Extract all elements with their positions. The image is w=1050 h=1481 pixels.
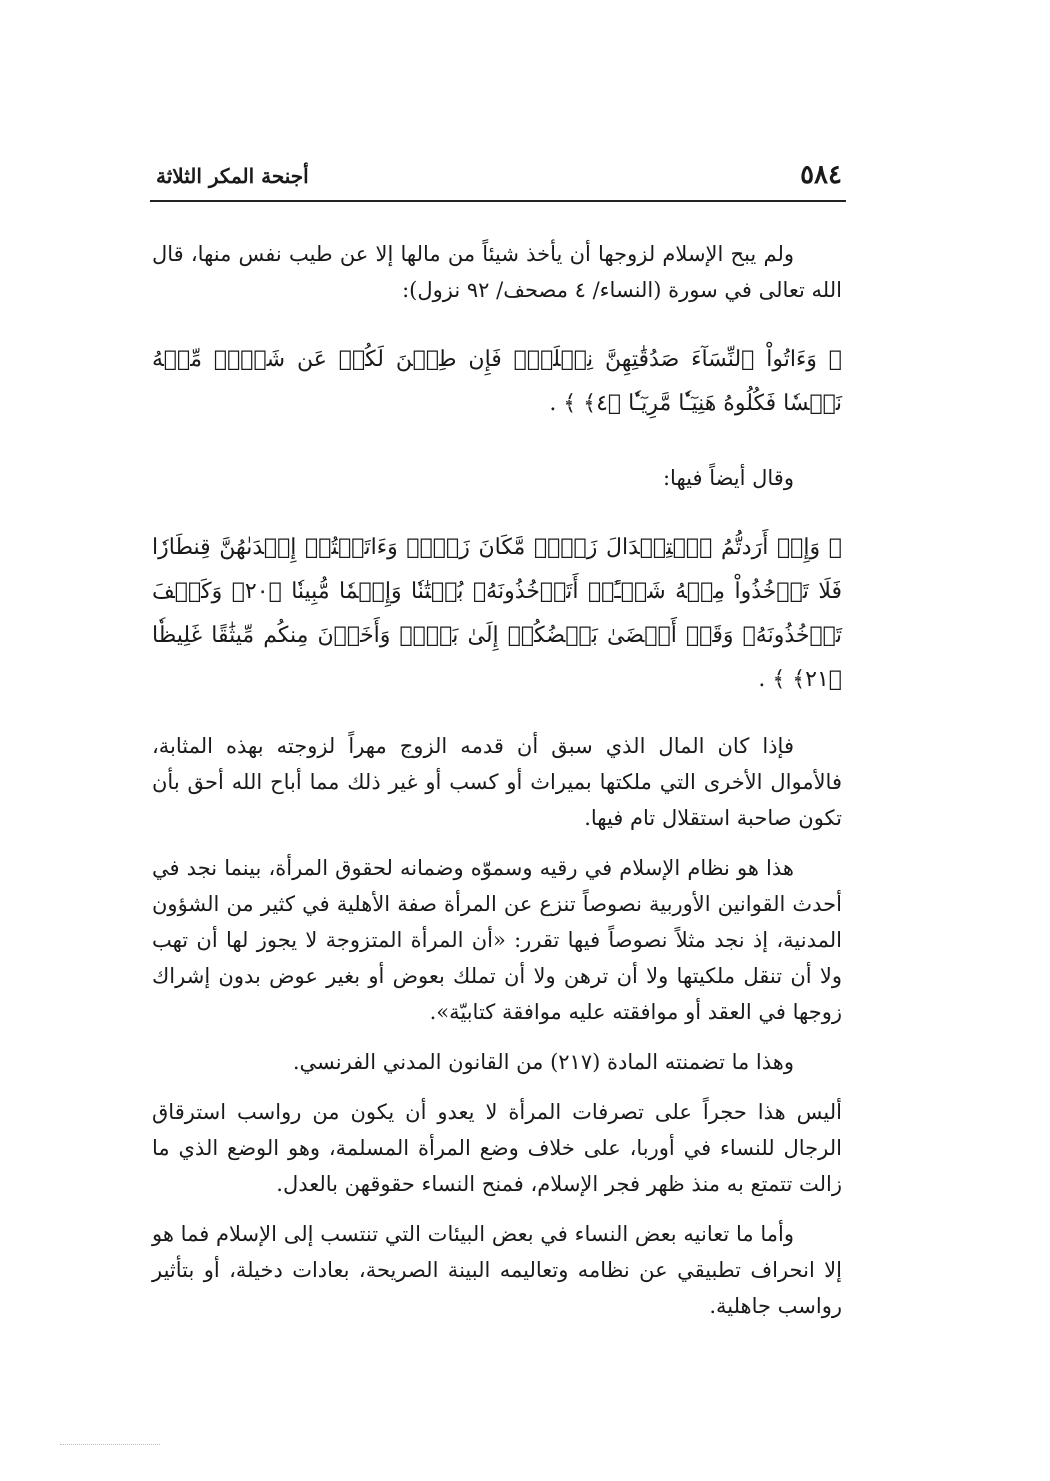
paragraph-7: وأما ما تعانيه بعض النساء في بعض البيئات التي تنتسب إلى الإسلام فما هو إلا انحراف تطبيقي عن نظامه وتعاليمه البينة الصريحة، بعادات دخيلة، أو بتأثير رواسب جاهلية. xyxy=(152,1222,842,1318)
paragraph-3: فإذا كان المال الذي سبق أن قدمه الزوج مهراً لزوجته بهذه المثابة، فالأموال الأخرى التي ملكتها بميراث أو كسب أو غير ذلك مما أباح الله أحق بأن تكون صاحبة استقلال تام فيها. xyxy=(152,734,842,830)
paragraph-1: ولم يبح الإسلام لزوجها أن يأخذ شيئاً من مالها إلا عن طيب نفس منها، قال الله تعالى في سورة (النساء/ ٤ مصحف/ ٩٢ نزول): xyxy=(152,242,842,302)
scan-artifact xyxy=(60,1444,160,1447)
quran-verse-2: ﴿ وَإِنۡ أَرَدتُّمُ ٱسۡتِبۡدَالَ زَوۡجٖ مَّكَانَ زَوۡجٖ وَءَاتَيۡتُمۡ إِحۡدَىٰهُنَّ قِنطَارٗا فَلَا تَأۡخُذُواْ مِنۡهُ شَيۡـًٔاۚ أَتَأۡخُذُونَهُۥ بُهۡتَٰنٗا وَإِثۡمٗا مُّبِينٗا ﴿٢٠﴾ وَكَيۡفَ تَأۡخُذُونَهُۥ وَقَدۡ أَفۡضَىٰ بَعۡضُكُمۡ إِلَىٰ بَعۡضٖ وَأَخَذۡنَ مِنكُم مِّيثَٰقًا غَلِيظٗا ﴿٢١﴾ ﴾ . xyxy=(152,535,842,692)
page-header xyxy=(150,156,846,198)
page-number: ٥٨٤ xyxy=(800,160,842,190)
paragraph-6: أليس هذا حجراً على تصرفات المرأة لا يعدو أن يكون من رواسب استرقاق الرجال للنساء في أوربا، على خلاف وضع المرأة المسلمة، وهو الوضع الذي ما زالت تتمتع به منذ ظهر فجر الإسلام، فمنح النساء حقوقهن بالعدل. xyxy=(152,1100,842,1196)
paragraph-4: هذا هو نظام الإسلام في رقيه وسموّه وضمانه لحقوق المرأة، بينما نجد في أحدث القوانين الأوربية نصوصاً تنزع عن المرأة صفة الأهلية في كثير من الشؤون المدنية، إذ نجد مثلاً نصوصاً فيها تقرر: «أن المرأة المتزوجة لا يجوز لها أن تهب ولا أن تنقل ملكيتها ولا أن ترهن ولا أن تملك بعوض أو بغير عوض بدون إشراك زوجها في العقد أو موافقته عليه موافقة كتابيّة». xyxy=(152,856,842,1024)
page-body xyxy=(152,236,842,1338)
paragraph-5: وهذا ما تضمنته المادة (٢١٧) من القانون المدني الفرنسي. xyxy=(292,1050,794,1074)
paragraph-2: وقال أيضاً فيها: xyxy=(662,466,794,490)
running-title: أجنحة المكر الثلاثة xyxy=(156,164,309,188)
quran-verse-1: ﴿ وَءَاتُواْ ٱلنِّسَآءَ صَدُقَٰتِهِنَّ نِحۡلَةٗۚ فَإِن طِبۡنَ لَكُمۡ عَن شَيۡءٖ مِّنۡهُ نَفۡسٗا فَكُلُوهُ هَنِيٓـٔٗا مَّرِيٓـٔٗا ﴿٤﴾ ﴾ . xyxy=(152,347,842,416)
header-rule xyxy=(150,200,846,202)
